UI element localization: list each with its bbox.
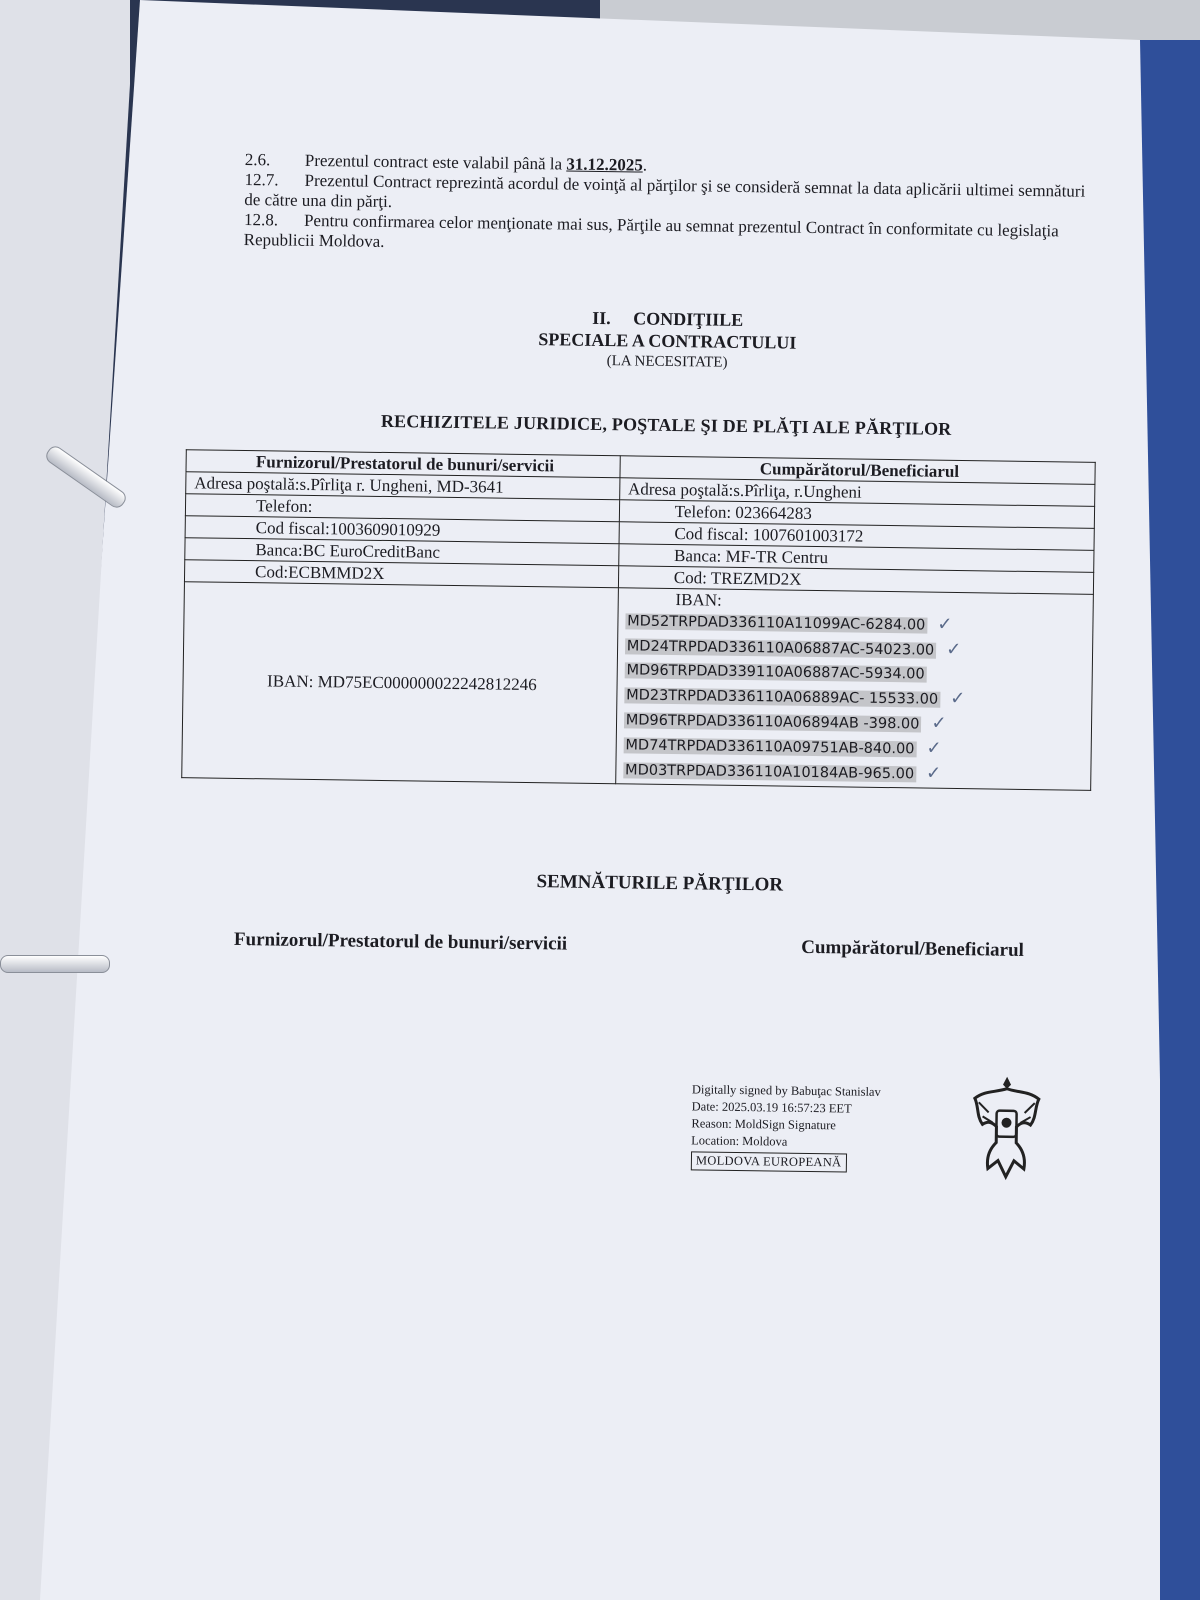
table-cell: Cod: TREZMD2X [618, 566, 1094, 595]
buyer-iban-label: IBAN: [675, 590, 722, 610]
binder-ring-bottom [0, 955, 110, 973]
section-subtitle: (LA NECESITATE) [606, 353, 728, 371]
buyer-iban-list [624, 609, 1089, 789]
list-item: MD74TRPDAD336110A09751AB-840.00 ✓ [625, 737, 942, 759]
signatures-title: SEMNĂTURILE PĂRŢILOR [536, 871, 784, 896]
iban-row [182, 582, 1094, 791]
buyer-iban-cell [615, 588, 1093, 791]
list-item: MD52TRPDAD336110A11099AC-6284.00 ✓ [627, 613, 953, 635]
list-item: MD96TRPDAD336110A06894AB -398.00 ✓ [625, 712, 947, 734]
signature-supplier-label: Furnizorul/Prestatorul de bunuri/servicii [233, 928, 568, 955]
check-mark-icon: ✓ [950, 687, 966, 710]
table-cell: Cod fiscal: 1007601003172 [619, 522, 1095, 551]
table-cell: Banca: MF-TR Centru [618, 544, 1094, 573]
check-mark-icon: ✓ [926, 737, 942, 759]
table-cell: Cod fiscal:1003609010929 [185, 516, 619, 544]
check-mark-icon: ✓ [925, 762, 942, 784]
parties-details-table [181, 449, 1096, 791]
list-item: MD03TRPDAD336110A10184AB-965.00 ✓ [624, 762, 942, 784]
section-heading: II. CONDIŢIILE SPECIALE A CONTRACTULUI [538, 307, 797, 353]
table-cell: Adresa poştală:s.Pîrliţa r. Ungheni, MD-3641 [186, 472, 620, 500]
digital-signature: Digitally signed by Babuţac Stanislav Date: 2025.03.19 16:57:23 EET Reason: MoldSign Signature Location: Moldova MOLDOVA EUROPEANĂ [691, 1081, 881, 1173]
check-mark-icon: ✓ [946, 638, 962, 661]
signature-stamp: MOLDOVA EUROPEANĂ [691, 1151, 847, 1172]
supplier-iban: IBAN: MD75EC000000022242812246 [182, 582, 618, 784]
table-cell: Cod:ECBMMD2X [184, 560, 618, 588]
document-content [194, 150, 1095, 1170]
check-mark-icon: ✓ [931, 712, 947, 734]
list-item: MD96TRPDAD339110A06887AC-5934.00 [626, 662, 925, 683]
table-cell: Banca:BC EuroCreditBanc [185, 538, 619, 566]
clause-12-7: 12.7. Prezentul Contract reprezintă acordul de voinţă al părţilor şi se consideră semnat la data aplicării ultimei semnături de către una din părţi. [244, 169, 1086, 212]
list-item: MD23TRPDAD336110A06889AC- 15533.00 ✓ [626, 687, 966, 710]
table-title: RECHIZITELE JURIDICE, POŞTALE ŞI DE PLĂŢI ALE PĂRŢILOR [380, 410, 952, 439]
column-header-supplier: Furnizorul/Prestatorul de bunuri/servicii [186, 450, 620, 478]
clause-2-6: 2.6. Prezentul contract este valabil până la 31.12.2025. [244, 150, 648, 175]
table-cell: Telefon: 023664283 [619, 500, 1095, 529]
coat-of-arms-icon [966, 1072, 1048, 1183]
table-cell: Adresa poştală:s.Pîrliţa, r.Ungheni [619, 478, 1095, 507]
table-cell: Telefon: [185, 494, 619, 522]
signature-buyer-label: Cumpărătorul/Beneficiarul [801, 936, 1025, 961]
check-mark-icon: ✓ [937, 613, 953, 635]
list-item: MD24TRPDAD336110A06887AC-54023.00 ✓ [626, 638, 962, 661]
column-header-buyer: Cumpărătorul/Beneficiarul [620, 456, 1096, 485]
clause-12-8: 12.8. Pentru confirmarea celor menţionate mai sus, Părţile au semnat prezentul Contract în conformitate cu legislaţia Republicii Moldova. [243, 209, 1059, 251]
